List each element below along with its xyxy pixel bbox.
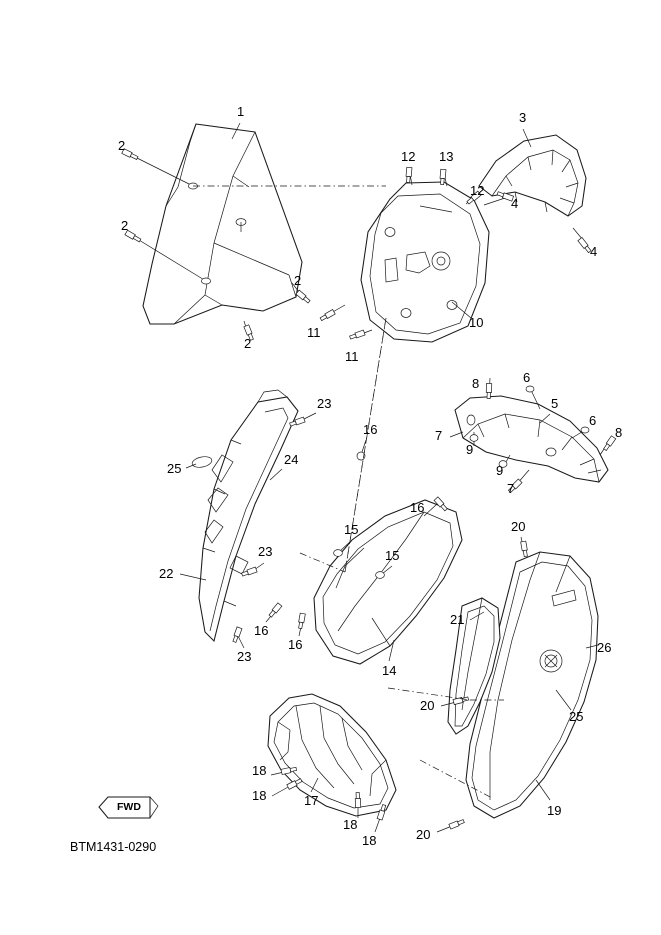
fwd-label: FWD [117, 801, 141, 813]
callout-21: 21 [450, 612, 465, 627]
callout-4b: 4 [590, 244, 598, 259]
callout-18b: 18 [252, 788, 267, 803]
callout-13: 13 [439, 149, 454, 164]
callout-14: 14 [382, 663, 397, 678]
callout-11a: 11 [307, 325, 321, 340]
callout-12b: 12 [470, 183, 485, 198]
callout-19: 19 [547, 803, 562, 818]
callout-16c: 16 [254, 623, 269, 638]
part-upper-trim [479, 135, 586, 216]
callout-24: 24 [284, 452, 299, 467]
callout-8b: 8 [615, 425, 623, 440]
callout-6b: 6 [589, 413, 597, 428]
callout-9a: 9 [466, 442, 474, 457]
callout-23a: 23 [317, 396, 332, 411]
callout-22: 22 [159, 566, 174, 581]
callout-20b: 20 [420, 698, 435, 713]
callout-16d: 16 [288, 637, 303, 652]
callout-20a: 20 [511, 519, 526, 534]
callout-23c: 23 [237, 649, 252, 664]
callout-7a: 7 [435, 428, 443, 443]
callout-2b: 2 [121, 218, 129, 233]
callout-11b: 11 [345, 349, 359, 364]
callout-20c: 20 [416, 827, 431, 842]
callout-16a: 16 [363, 422, 378, 437]
callout-26: 26 [597, 640, 612, 655]
callout-7b: 7 [507, 481, 515, 496]
callout-5: 5 [551, 396, 559, 411]
callout-8a: 8 [472, 376, 480, 391]
part-panel-lower-screws [320, 305, 372, 340]
callout-25a: 25 [167, 461, 182, 476]
callout-17: 17 [304, 793, 319, 808]
callout-2d: 2 [244, 336, 252, 351]
callout-18a: 18 [252, 763, 267, 778]
callout-10: 10 [469, 315, 484, 330]
callout-18c: 18 [343, 817, 358, 832]
callout-9b: 9 [496, 463, 504, 478]
callout-6a: 6 [523, 370, 531, 385]
callout-15a: 15 [344, 522, 359, 537]
callout-25b: 25 [569, 709, 584, 724]
part-front-lower-fairing [268, 694, 396, 816]
document-code: BTM1431-0290 [70, 840, 157, 854]
callout-12a: 12 [401, 149, 416, 164]
callout-16b: 16 [410, 500, 425, 515]
callout-2c: 2 [294, 273, 302, 288]
part-left-side-cover [191, 390, 298, 641]
callout-18d: 18 [362, 833, 377, 848]
part-windshield [143, 124, 302, 324]
callout-3: 3 [519, 110, 527, 125]
callout-1: 1 [237, 104, 245, 119]
callout-2a: 2 [118, 138, 126, 153]
part-left-lower-cowl [314, 500, 465, 664]
callout-15b: 15 [385, 548, 400, 563]
callout-4a: 4 [511, 196, 519, 211]
callout-23b: 23 [258, 544, 273, 559]
